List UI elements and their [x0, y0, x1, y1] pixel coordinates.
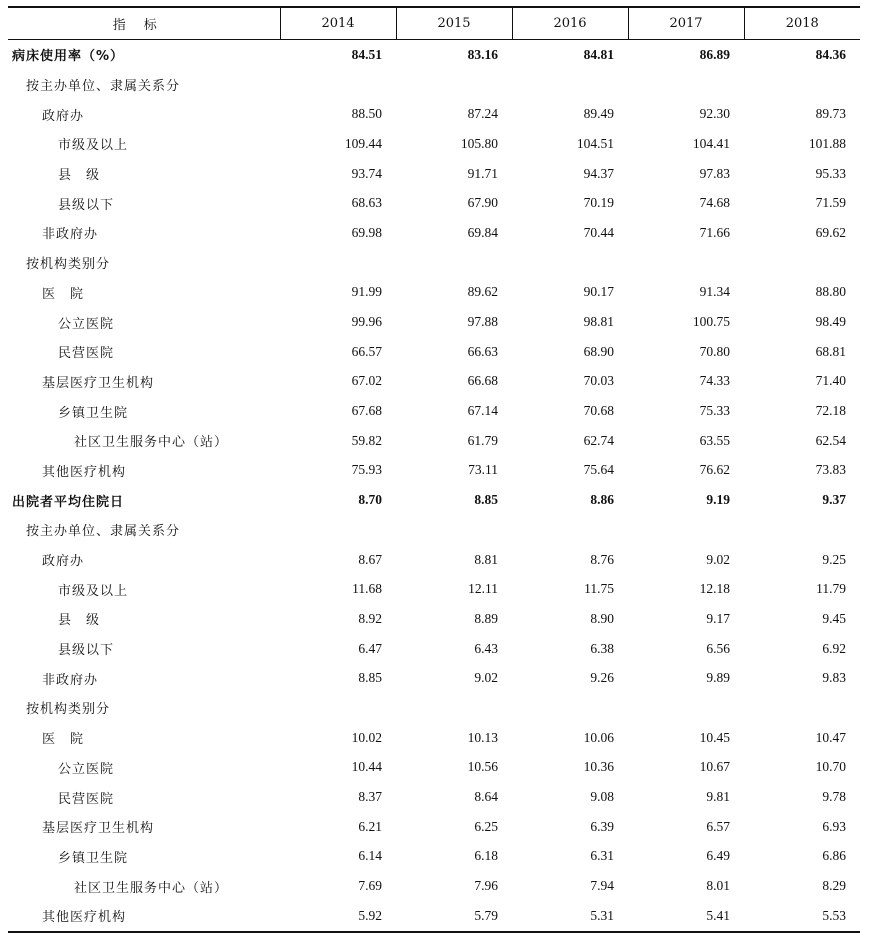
cell-value: 105.80	[460, 135, 498, 151]
table-row	[8, 278, 860, 308]
cell-value: 8.90	[590, 610, 614, 626]
cell-value: 5.53	[744, 901, 860, 932]
cell-value: 11.68	[352, 581, 382, 597]
cell-value: 104.41	[692, 135, 730, 151]
cell-value: 91.34	[699, 284, 730, 300]
row-label: 非政府办	[42, 672, 99, 688]
cell-value: 61.79	[467, 432, 498, 448]
header-year: 2015	[396, 7, 512, 40]
cell-value	[744, 70, 860, 100]
cell-value	[628, 515, 744, 545]
cell-value: 8.37	[358, 789, 382, 805]
table-row	[8, 426, 860, 456]
cell-value: 73.11	[468, 462, 498, 478]
table-row	[8, 515, 860, 545]
cell-value: 8.64	[474, 789, 498, 805]
cell-value: 71.59	[815, 195, 846, 211]
cell-value: 6.14	[358, 848, 382, 864]
cell-value: 70.03	[583, 373, 614, 389]
cell-value: 6.57	[706, 818, 730, 834]
cell-value: 10.44	[351, 759, 382, 775]
row-label: 医 院	[42, 732, 85, 748]
row-label: 基层医疗卫生机构	[42, 821, 155, 837]
cell-value	[628, 693, 744, 723]
row-label: 按主办单位、隶属关系分	[26, 79, 181, 95]
table-row	[8, 248, 860, 278]
cell-value: 75.33	[699, 403, 730, 419]
cell-value: 8.92	[358, 610, 382, 626]
cell-value: 69.62	[815, 224, 846, 240]
row-label: 社区卫生服务中心（站）	[74, 435, 229, 451]
cell-value	[280, 515, 396, 545]
cell-value	[628, 70, 744, 100]
table-row	[8, 663, 860, 693]
cell-value	[280, 248, 396, 278]
cell-value: 7.94	[590, 878, 614, 894]
cell-value: 10.56	[467, 759, 498, 775]
cell-value: 8.01	[706, 878, 730, 894]
cell-value: 100.75	[692, 314, 730, 330]
cell-value: 7.69	[358, 878, 382, 894]
header-year: 2017	[628, 7, 744, 40]
table-row	[8, 307, 860, 337]
cell-value: 5.41	[628, 901, 744, 932]
cell-value: 62.54	[815, 432, 846, 448]
cell-value: 93.74	[351, 165, 382, 181]
cell-value: 84.51	[351, 46, 382, 62]
cell-value: 99.96	[351, 314, 382, 330]
cell-value: 10.13	[467, 729, 498, 745]
cell-value	[396, 70, 512, 100]
cell-value: 104.51	[576, 135, 614, 151]
row-label: 政府办	[42, 108, 85, 124]
cell-value: 70.68	[583, 403, 614, 419]
table-row	[8, 396, 860, 426]
cell-value	[512, 70, 628, 100]
table-row	[8, 812, 860, 842]
cell-value: 71.40	[815, 373, 846, 389]
row-label: 县 级	[58, 613, 101, 629]
row-label: 非政府办	[42, 227, 99, 243]
cell-value: 9.25	[822, 551, 846, 567]
cell-value: 62.74	[583, 432, 614, 448]
cell-value: 86.89	[699, 46, 730, 62]
cell-value: 10.70	[815, 759, 846, 775]
cell-value: 109.44	[344, 135, 382, 151]
cell-value: 11.75	[584, 581, 614, 597]
cell-value: 6.86	[822, 848, 846, 864]
row-label: 乡镇卫生院	[58, 850, 129, 866]
cell-value: 89.73	[815, 106, 846, 122]
cell-value: 8.70	[358, 492, 382, 508]
cell-value: 98.81	[583, 314, 614, 330]
table-row	[8, 545, 860, 575]
statistics-table	[8, 6, 860, 933]
table-row	[8, 337, 860, 367]
cell-value: 68.63	[351, 195, 382, 211]
cell-value: 10.02	[351, 729, 382, 745]
cell-value: 89.62	[467, 284, 498, 300]
cell-value: 68.81	[815, 343, 846, 359]
row-label: 其他医疗机构	[42, 464, 127, 480]
cell-value: 6.93	[822, 818, 846, 834]
table-row	[8, 218, 860, 248]
row-label: 基层医疗卫生机构	[42, 375, 155, 391]
cell-value	[280, 70, 396, 100]
cell-value: 10.47	[815, 729, 846, 745]
cell-value: 67.68	[351, 403, 382, 419]
table-row	[8, 456, 860, 486]
cell-value: 9.89	[706, 670, 730, 686]
header-indicator: 指标	[8, 7, 280, 40]
cell-value: 6.21	[358, 818, 382, 834]
table-row	[8, 99, 860, 129]
cell-value: 74.33	[699, 373, 730, 389]
table-row	[8, 753, 860, 783]
cell-value: 90.17	[583, 284, 614, 300]
cell-value: 6.47	[358, 640, 382, 656]
cell-value: 6.18	[474, 848, 498, 864]
cell-value: 98.49	[815, 314, 846, 330]
cell-value: 66.68	[467, 373, 498, 389]
cell-value: 75.64	[583, 462, 614, 478]
cell-value: 84.81	[583, 46, 614, 62]
cell-value: 74.68	[699, 195, 730, 211]
statistics-table-container	[8, 6, 860, 933]
row-label: 政府办	[42, 554, 85, 570]
table-body	[8, 40, 860, 932]
cell-value: 70.19	[583, 195, 614, 211]
cell-value: 97.83	[699, 165, 730, 181]
cell-value: 9.02	[706, 551, 730, 567]
table-row	[8, 871, 860, 901]
row-label: 其他医疗机构	[8, 901, 280, 932]
cell-value: 101.88	[808, 135, 846, 151]
cell-value: 9.78	[822, 789, 846, 805]
cell-value: 9.19	[706, 492, 730, 508]
cell-value: 70.44	[583, 224, 614, 240]
table-row	[8, 574, 860, 604]
table-row	[8, 604, 860, 634]
row-label: 公立医院	[58, 761, 115, 777]
cell-value	[512, 248, 628, 278]
table-row	[8, 901, 860, 932]
row-label: 县级以下	[58, 197, 115, 213]
cell-value: 73.83	[815, 462, 846, 478]
row-label: 病床使用率（%）	[12, 49, 125, 65]
cell-value: 8.89	[474, 610, 498, 626]
cell-value: 91.71	[467, 165, 498, 181]
cell-value: 10.36	[583, 759, 614, 775]
cell-value	[512, 693, 628, 723]
table-row	[8, 367, 860, 397]
cell-value: 67.02	[351, 373, 382, 389]
cell-value	[744, 515, 860, 545]
cell-value: 6.31	[590, 848, 614, 864]
cell-value: 8.85	[474, 492, 498, 508]
row-label: 医 院	[42, 286, 85, 302]
cell-value: 94.37	[583, 165, 614, 181]
header-year: 2014	[280, 7, 396, 40]
cell-value: 88.80	[815, 284, 846, 300]
table-section-row	[8, 40, 860, 70]
cell-value: 6.56	[706, 640, 730, 656]
cell-value: 8.76	[590, 551, 614, 567]
cell-value	[280, 693, 396, 723]
header-year: 2016	[512, 7, 628, 40]
cell-value: 9.81	[706, 789, 730, 805]
cell-value: 9.37	[822, 492, 846, 508]
row-label: 按机构类别分	[26, 257, 111, 273]
row-label: 社区卫生服务中心（站）	[74, 880, 229, 896]
row-label: 公立医院	[58, 316, 115, 332]
table-row	[8, 129, 860, 159]
table-row	[8, 159, 860, 189]
cell-value	[396, 693, 512, 723]
cell-value: 9.08	[590, 789, 614, 805]
row-label: 市级及以上	[58, 583, 129, 599]
row-label: 市级及以上	[58, 138, 129, 154]
cell-value: 8.86	[590, 492, 614, 508]
cell-value: 9.45	[822, 610, 846, 626]
cell-value: 5.92	[280, 901, 396, 932]
cell-value: 5.79	[396, 901, 512, 932]
row-label: 县级以下	[58, 643, 115, 659]
row-label: 出院者平均住院日	[12, 494, 125, 510]
cell-value: 67.90	[467, 195, 498, 211]
row-label: 乡镇卫生院	[58, 405, 129, 421]
table-section-row	[8, 485, 860, 515]
cell-value: 10.06	[583, 729, 614, 745]
cell-value: 6.39	[590, 818, 614, 834]
header-row	[8, 7, 860, 40]
cell-value: 8.85	[358, 670, 382, 686]
cell-value: 6.38	[590, 640, 614, 656]
cell-value: 59.82	[351, 432, 382, 448]
cell-value: 6.25	[474, 818, 498, 834]
cell-value: 67.14	[467, 403, 498, 419]
cell-value: 91.99	[351, 284, 382, 300]
cell-value: 8.67	[358, 551, 382, 567]
cell-value: 70.80	[699, 343, 730, 359]
table-header	[8, 7, 860, 40]
cell-value: 5.31	[512, 901, 628, 932]
row-label: 按机构类别分	[26, 702, 111, 718]
cell-value: 10.45	[699, 729, 730, 745]
cell-value: 9.26	[590, 670, 614, 686]
cell-value: 66.63	[467, 343, 498, 359]
table-row	[8, 723, 860, 753]
cell-value: 87.24	[467, 106, 498, 122]
cell-value	[744, 693, 860, 723]
cell-value: 89.49	[583, 106, 614, 122]
table-row	[8, 842, 860, 872]
cell-value: 84.36	[815, 46, 846, 62]
cell-value: 8.29	[822, 878, 846, 894]
cell-value: 6.49	[706, 848, 730, 864]
cell-value: 6.43	[474, 640, 498, 656]
cell-value: 76.62	[699, 462, 730, 478]
cell-value	[628, 248, 744, 278]
cell-value: 11.79	[816, 581, 846, 597]
table-row	[8, 782, 860, 812]
table-row	[8, 188, 860, 218]
cell-value: 7.96	[474, 878, 498, 894]
table-row	[8, 70, 860, 100]
cell-value: 9.17	[706, 610, 730, 626]
row-label: 民营医院	[58, 346, 115, 362]
header-year: 2018	[744, 7, 860, 40]
row-label: 民营医院	[58, 791, 115, 807]
cell-value	[396, 515, 512, 545]
cell-value: 69.84	[467, 224, 498, 240]
table-row	[8, 634, 860, 664]
cell-value	[396, 248, 512, 278]
cell-value: 69.98	[351, 224, 382, 240]
row-label: 按主办单位、隶属关系分	[26, 524, 181, 540]
cell-value: 9.02	[474, 670, 498, 686]
cell-value: 72.18	[815, 403, 846, 419]
cell-value: 97.88	[467, 314, 498, 330]
cell-value: 68.90	[583, 343, 614, 359]
cell-value	[744, 248, 860, 278]
row-label: 县 级	[58, 168, 101, 184]
cell-value: 10.67	[699, 759, 730, 775]
cell-value: 88.50	[351, 106, 382, 122]
cell-value: 8.81	[474, 551, 498, 567]
cell-value: 71.66	[699, 224, 730, 240]
cell-value: 63.55	[699, 432, 730, 448]
cell-value: 66.57	[351, 343, 382, 359]
cell-value: 6.92	[822, 640, 846, 656]
cell-value: 12.18	[699, 581, 730, 597]
table-row	[8, 693, 860, 723]
cell-value: 83.16	[467, 46, 498, 62]
cell-value: 12.11	[468, 581, 498, 597]
cell-value: 95.33	[815, 165, 846, 181]
cell-value	[512, 515, 628, 545]
cell-value: 75.93	[351, 462, 382, 478]
cell-value: 92.30	[699, 106, 730, 122]
cell-value: 9.83	[822, 670, 846, 686]
